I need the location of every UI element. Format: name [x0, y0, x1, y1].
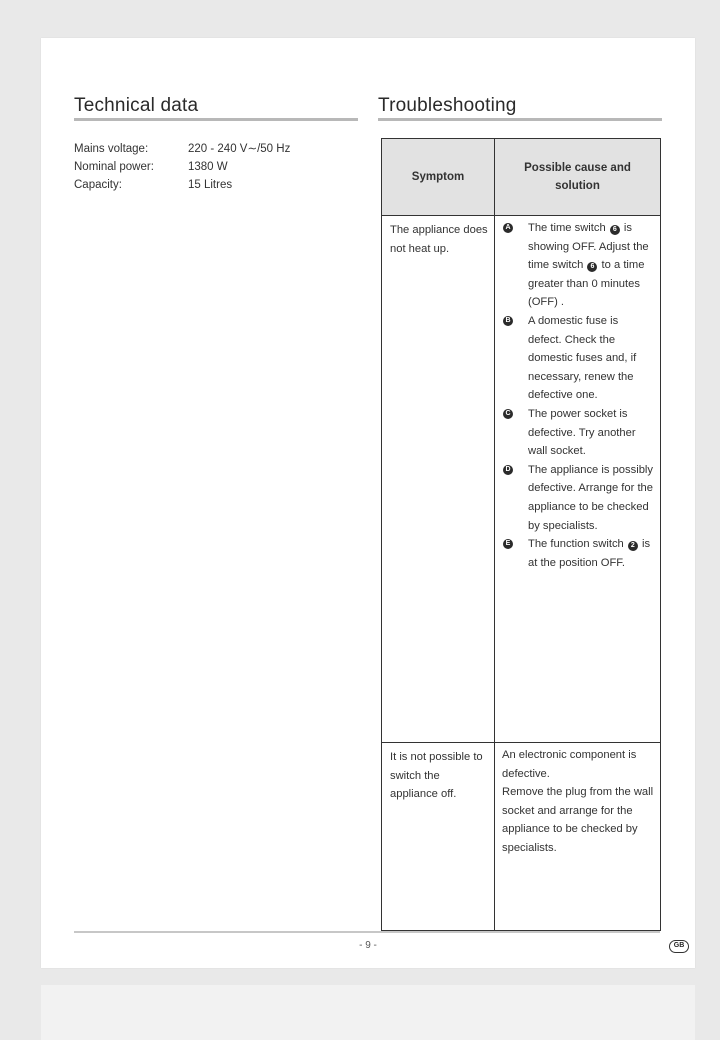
language-badge: GB: [669, 940, 689, 953]
cause-text: The appliance is possibly defective. Arrange for the appliance to be checked by specialists.: [528, 463, 654, 532]
cause-item-c: [502, 405, 654, 461]
label-d-icon: D: [503, 465, 513, 475]
solution-line: An electronic component is defective.: [502, 749, 637, 780]
manual-page: [41, 38, 695, 968]
spec-value: 1380 W: [188, 161, 228, 173]
technical-specs: [74, 140, 290, 194]
symptom-cell: The appliance does not heat up.: [382, 216, 495, 743]
technical-data-heading: Technical data: [74, 95, 199, 116]
cause-text-part: is at the position OFF.: [528, 538, 651, 569]
label-a-icon: A: [503, 223, 513, 233]
spec-value: 220 - 240 V∼/50 Hz: [188, 143, 291, 155]
cause-item-a: [502, 219, 654, 312]
spec-label: Capacity:: [74, 179, 122, 191]
solution-cell: [495, 743, 661, 931]
spec-label: Nominal power:: [74, 161, 154, 173]
cause-text: [528, 535, 654, 572]
table-header-row: [382, 139, 661, 216]
solution-cell: [495, 216, 661, 743]
troubleshooting-rule: [378, 118, 662, 121]
header-possible-cause: Possible cause and solution: [495, 139, 661, 216]
spec-value: 15 Litres: [188, 179, 233, 191]
spec-row-mains-voltage: [74, 140, 290, 158]
cause-item-d: [502, 461, 654, 535]
page-number: - 9 -: [359, 940, 377, 951]
spec-row-nominal-power: [74, 158, 290, 176]
cause-item-b: [502, 312, 654, 405]
ref-2-icon: 2: [628, 541, 638, 551]
footer-rule: [74, 931, 660, 933]
spec-row-capacity: [74, 176, 290, 194]
cause-text: A domestic fuse is defect. Check the domestic fuses and, if necessary, renew the defective one.: [528, 314, 637, 402]
cause-text-part: to a time greater than 0 minutes (OFF) .: [528, 259, 645, 309]
spec-label: Mains voltage:: [74, 143, 149, 155]
cause-item-e: [502, 535, 654, 572]
troubleshooting-heading: Troubleshooting: [378, 95, 517, 116]
cause-text-part: The function switch: [528, 538, 627, 551]
label-e-icon: E: [503, 539, 513, 549]
ref-6-icon: 6: [587, 262, 597, 272]
header-symptom: Symptom: [382, 139, 495, 216]
label-b-icon: B: [503, 316, 513, 326]
cause-text-part: The time switch: [528, 222, 609, 234]
symptom-cell: It is not possible to switch the appliance off.: [382, 743, 495, 931]
cause-text: [528, 219, 654, 312]
table-row: [382, 216, 661, 743]
cause-text-part: is showing OFF. Adjust the time switch: [528, 222, 649, 272]
table-row: [382, 743, 661, 931]
next-page-edge: [41, 985, 695, 1040]
solution-line: Remove the plug from the wall socket and arrange for the appliance to be checked by specialists.: [502, 786, 654, 854]
ref-6-icon: 6: [610, 225, 620, 235]
technical-data-rule: [74, 118, 358, 121]
cause-text: The power socket is defective. Try another wall socket.: [528, 407, 636, 458]
label-c-icon: C: [503, 409, 513, 419]
troubleshooting-table: [381, 138, 661, 931]
